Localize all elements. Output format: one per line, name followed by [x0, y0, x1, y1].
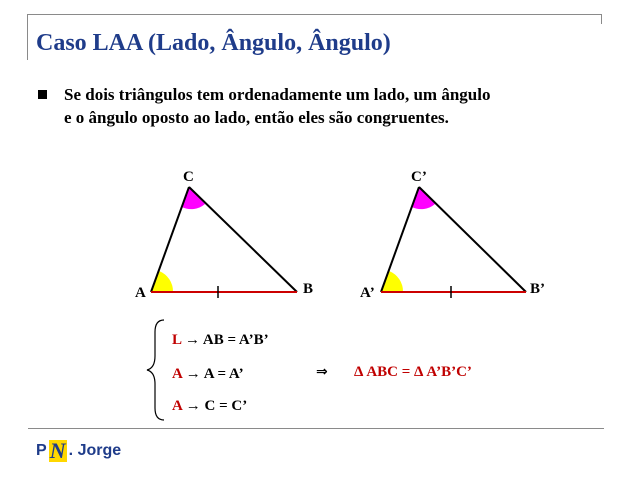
condition-angle-a — [172, 366, 244, 383]
condition-side — [172, 332, 269, 349]
vertex-label-b-prime: B’ — [530, 281, 545, 297]
footer-suffix: . Jorge — [68, 442, 122, 460]
footer-logo-icon: N — [49, 438, 66, 463]
slide-title: Caso LAA (Lado, Ângulo, Ângulo) — [36, 30, 391, 56]
side-c-b-prime — [419, 187, 526, 292]
vertex-label-b: B — [303, 281, 314, 297]
condition-angle-c-letter: A — [172, 398, 183, 414]
footer-author — [36, 440, 121, 462]
side-ca — [151, 187, 189, 292]
condition-angle-a-text: → A = A’ — [182, 366, 244, 382]
footer-prefix: P — [36, 442, 47, 460]
condition-angle-c-text: → C = C’ — [182, 398, 248, 414]
bullet-text-line-2: e o ângulo oposto ao lado, então eles são congruentes. — [64, 108, 449, 127]
condition-side-letter: L — [172, 332, 182, 348]
bullet-text-line-1: Se dois triângulos tem ordenadamente um lado, um ângulo — [64, 85, 491, 104]
condition-angle-c — [172, 398, 247, 415]
side-cb — [189, 187, 297, 292]
side-c-a-prime — [381, 187, 419, 292]
condition-angle-a-letter: A — [172, 366, 183, 382]
conditions-brace — [147, 320, 164, 420]
vertex-label-c-prime: C’ — [411, 169, 427, 185]
vertex-label-a: A — [135, 285, 146, 301]
vertex-label-c: C — [183, 169, 194, 185]
vertex-label-a-prime: A’ — [360, 285, 375, 301]
condition-side-text: → AB = A’B’ — [181, 332, 269, 348]
footer-divider — [28, 428, 604, 429]
triangle-abc — [135, 169, 313, 301]
congruence-conclusion: Δ ABC = Δ A’B’C’ — [354, 364, 472, 380]
implies-arrow-icon: ⇒ — [316, 364, 328, 380]
triangle-a-b-c-prime — [360, 169, 545, 301]
